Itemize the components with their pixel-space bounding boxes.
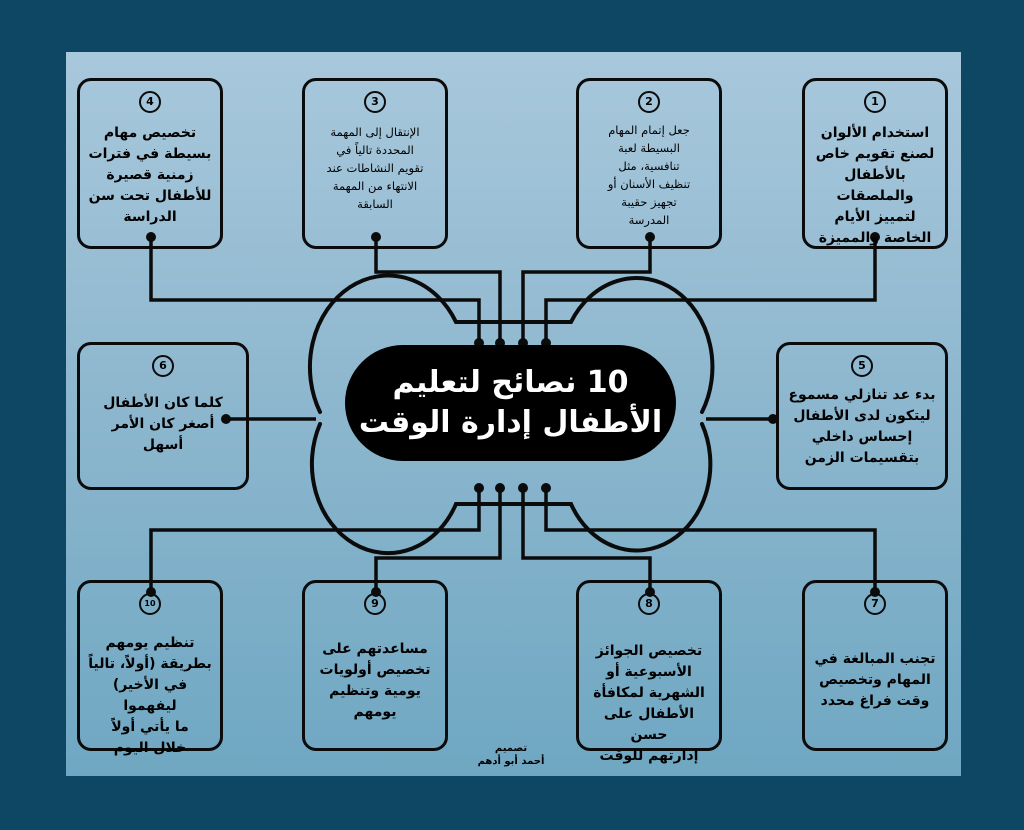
tip-number: 3 (364, 91, 386, 113)
tip-text: كلما كان الأطفال أصغر كان الأمر أسهل (103, 395, 223, 453)
connector-dot (541, 483, 551, 493)
tip-card-6 (77, 342, 249, 490)
infographic-poster (66, 52, 961, 776)
tip-card-1 (802, 78, 948, 249)
tip-number: 9 (364, 593, 386, 615)
tip-card-9 (302, 580, 448, 751)
tip-card-3 (302, 78, 448, 249)
link-tip-7 (546, 488, 875, 592)
connector-dot (474, 483, 484, 493)
credit-author: أحمد أبو أدهم (477, 756, 545, 767)
tip-text: بدء عد تنازلي مسموع ليتكون لدى الأطفال إحساس داخلي بتقسيمات الزمن (788, 387, 936, 466)
tip-card-5 (776, 342, 948, 490)
tip-number: 5 (851, 355, 873, 377)
tip-text: استخدام الألوان لصنع تقويم خاص بالأطفال والملصقات لتمييز الأيام الخاصة والمميزة (815, 125, 935, 246)
credit-label: تصميم (494, 743, 528, 754)
tip-card-2 (576, 78, 722, 249)
center-title: 10 نصائح لتعليم الأطفال إدارة الوقت (345, 345, 676, 461)
tip-number: 1 (864, 91, 886, 113)
tip-number: 2 (638, 91, 660, 113)
tip-text: تخصيص مهام بسيطة في فترات زمنية قصيرة للأطفال تحت سن الدراسة (88, 125, 212, 225)
tip-card-7 (802, 580, 948, 751)
tip-card-8 (576, 580, 722, 764)
tip-number: 4 (139, 91, 161, 113)
tip-number: 7 (864, 593, 886, 615)
connector-dot (518, 483, 528, 493)
link-tip-1 (546, 237, 875, 342)
tip-number: 10 (139, 593, 161, 615)
design-credit (456, 742, 566, 768)
tip-card-10 (77, 580, 223, 756)
tip-text: تنظيم يومهم بطريقة (أولاً، تالياً في الأخير) ليفهموا ما يأتي أولاً خلال اليوم (88, 635, 212, 756)
tip-text: تجنب المبالغة في المهام وتخصيص وقت فراغ محدد (814, 651, 936, 709)
tip-card-4 (77, 78, 223, 249)
tip-text: الإنتقال إلى المهمة المحددة تالياً في تقويم النشاطات عند الانتهاء من المهمة السابقة (326, 125, 424, 211)
tip-text: جعل إتمام المهام البسيطة لعبة تنافسية، مثل تنظيف الأسنان أو تجهيز حقيبة المدرسة (607, 123, 691, 227)
tip-number: 8 (638, 593, 660, 615)
tip-number: 6 (152, 355, 174, 377)
link-tip-2 (523, 237, 650, 342)
tip-text: مساعدتهم على تخصيص أولويات يومية وتنظيم يومهم (319, 641, 431, 720)
link-tip-3 (376, 237, 500, 342)
tip-text: تخصيص الجوائز الأسبوعية أو الشهرية لمكافأة الأطفال على حسن إدارتهم للوقت (593, 643, 705, 764)
connector-dot (495, 483, 505, 493)
